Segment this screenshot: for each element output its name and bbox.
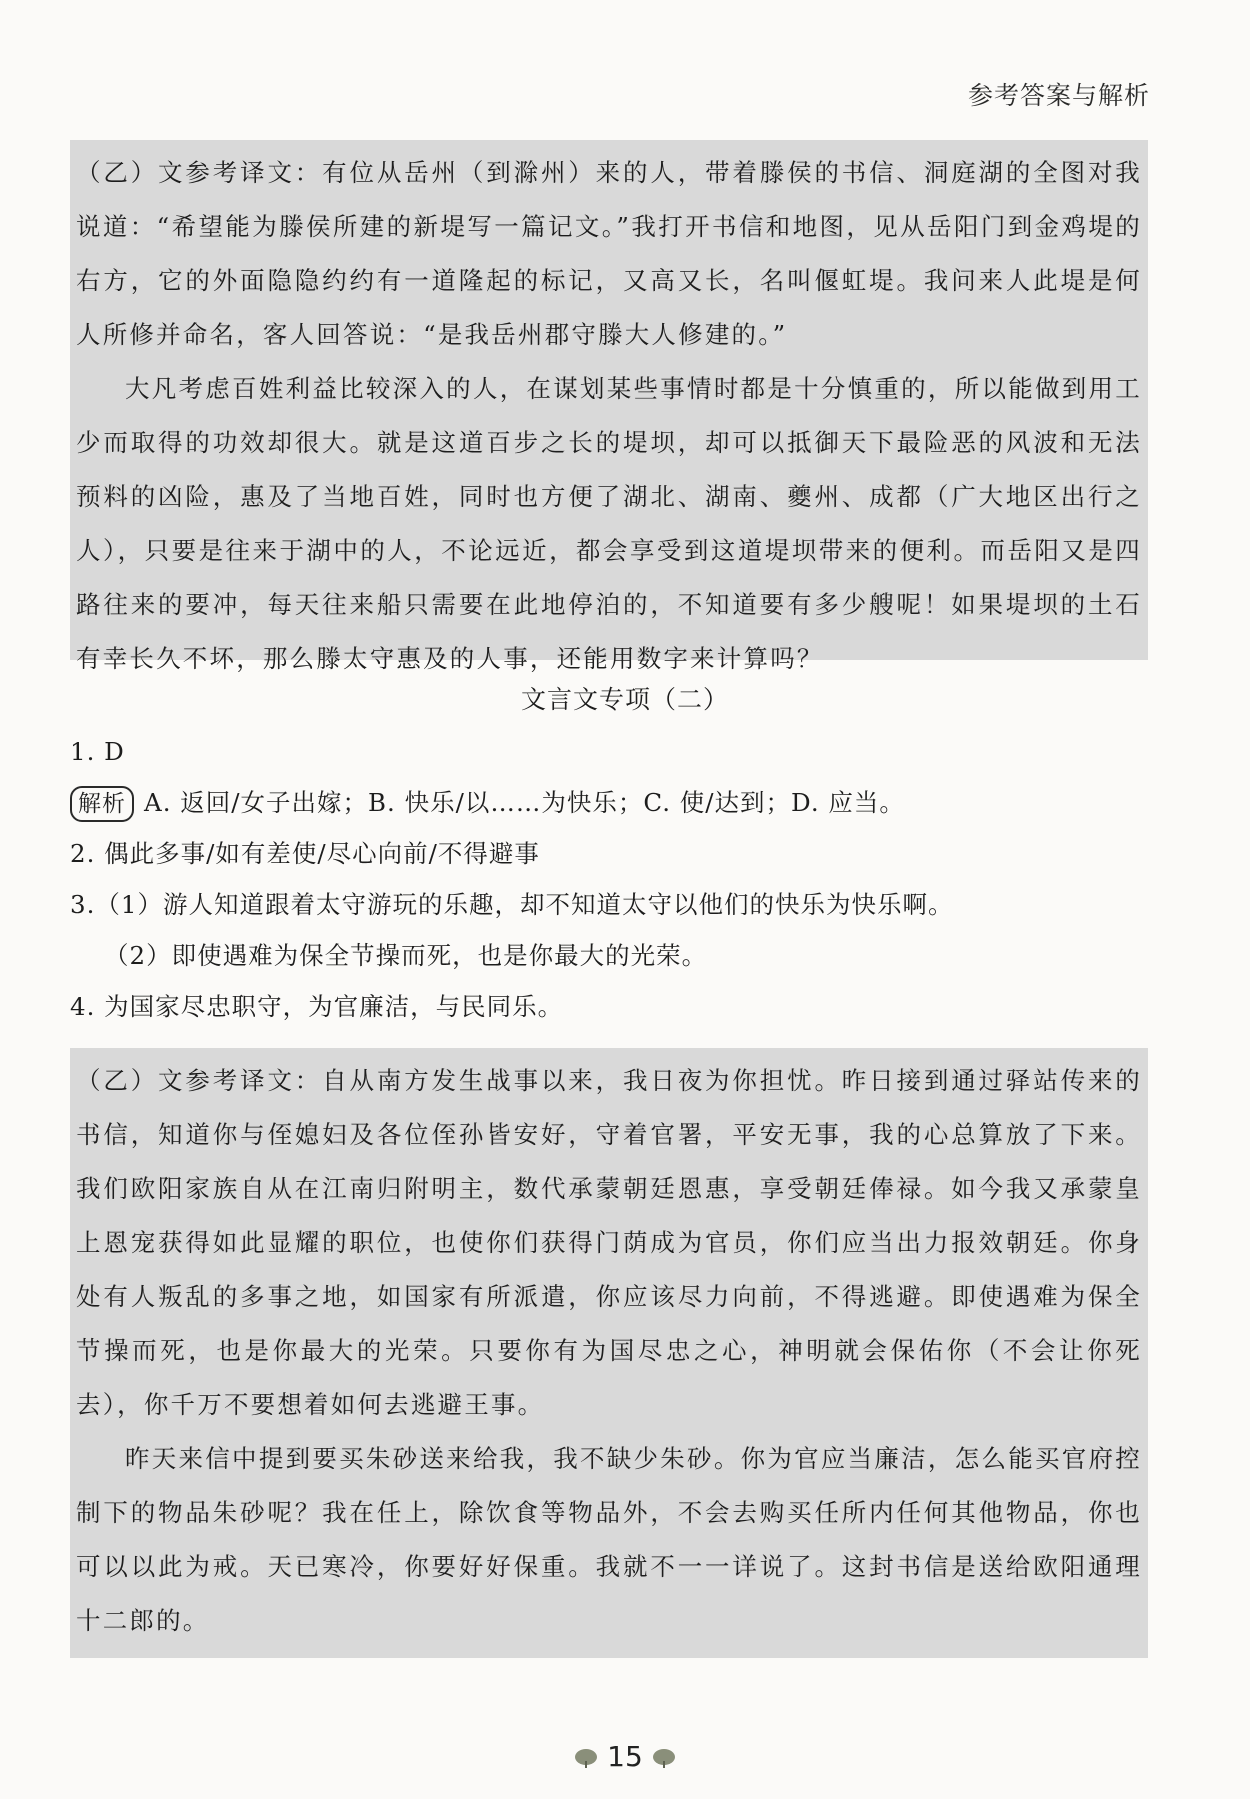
translation-paragraph: （乙）文参考译文：有位从岳州（到滁州）来的人，带着滕侯的书信、洞庭湖的全图对我说道：“希望能为滕侯所建的新堤写一篇记文。”我打开书信和地图，见从岳阳门到金鸡堤的右方，它的外面隐隐约约有一道隆起的标记，又高又长，名叫偃虹堤。我问来人此堤是何人所修并命名，客人回答说：“是我岳州郡守滕大人修建的。” — [76, 158, 1142, 349]
translation-block-1 — [70, 140, 1148, 673]
answer-4: 4. 为国家尽忠职守，为官廉洁，与民同乐。 — [70, 992, 564, 1021]
leaf-icon — [573, 1747, 599, 1769]
translation-paragraph: （乙）文参考译文：自从南方发生战事以来，我日夜为你担忧。昨日接到通过驿站传来的书信，知道你与侄媳妇及各位侄孙皆安好，守着官署，平安无事，我的心总算放了下来。我们欧阳家族自从在江南归附明主，数代承蒙朝廷恩惠，享受朝廷俸禄。如今我又承蒙皇上恩宠获得如此显耀的职位，也使你们获得门荫成为官员，你们应当出力报效朝廷。你身处有人叛乱的多事之地，如国家有所派遣，你应该尽力向前，不得逃避。即使遇难为保全节操而死，也是你最大的光荣。只要你有为国尽忠之心，神明就会保佑你（不会让你死去），你千万不要想着如何去逃避王事。 — [76, 1066, 1142, 1419]
page-number: 15 — [607, 1740, 643, 1773]
answer-2: 2. 偶此多事/如有差使/尽心向前/不得避事 — [70, 839, 540, 868]
answers-list — [70, 726, 1150, 1032]
translation-block-2 — [70, 1048, 1148, 1658]
answer-1-analysis — [70, 777, 1150, 828]
answer-3-1: 3.（1）游人知道跟着太守游玩的乐趣，却不知道太守以他们的快乐为快乐啊。 — [70, 890, 954, 919]
analysis-text: A. 返回/女子出嫁；B. 快乐/以……为快乐；C. 使/达到；D. 应当。 — [144, 788, 905, 817]
header-title: 参考答案与解析 — [967, 81, 1150, 110]
analysis-badge: 解析 — [70, 786, 134, 822]
answer-3-2: （2）即使遇难为保全节操而死，也是你最大的光荣。 — [104, 941, 708, 970]
section-title: 文言文专项（二） — [520, 685, 729, 714]
leaf-icon — [651, 1747, 677, 1769]
answer-1: 1. D — [70, 737, 125, 766]
translation-paragraph: 大凡考虑百姓利益比较深入的人，在谋划某些事情时都是十分慎重的，所以能做到用工少而取得的功效却很大。就是这道百步之长的堤坝，却可以抵御天下最险恶的风波和无法预料的凶险，惠及了当地百姓，同时也方便了湖北、湖南、夔州、成都（广大地区出行之人），只要是往来于湖中的人，不论远近，都会享受到这道堤坝带来的便利。而岳阳又是四路往来的要冲，每天往来船只需要在此地停泊的，不知道要有多少艘呢！如果堤坝的土石有幸长久不坏，那么滕太守惠及的人事，还能用数字来计算吗？ — [76, 374, 1142, 673]
translation-paragraph: 昨天来信中提到要买朱砂送来给我，我不缺少朱砂。你为官应当廉洁，怎么能买官府控制下的物品朱砂呢？我在任上，除饮食等物品外，不会去购买任所内任何其他物品，你也可以以此为戒。天已寒冷，你要好好保重。我就不一一详说了。这封书信是送给欧阳通理十二郎的。 — [76, 1444, 1142, 1635]
page-footer — [0, 1740, 1250, 1773]
